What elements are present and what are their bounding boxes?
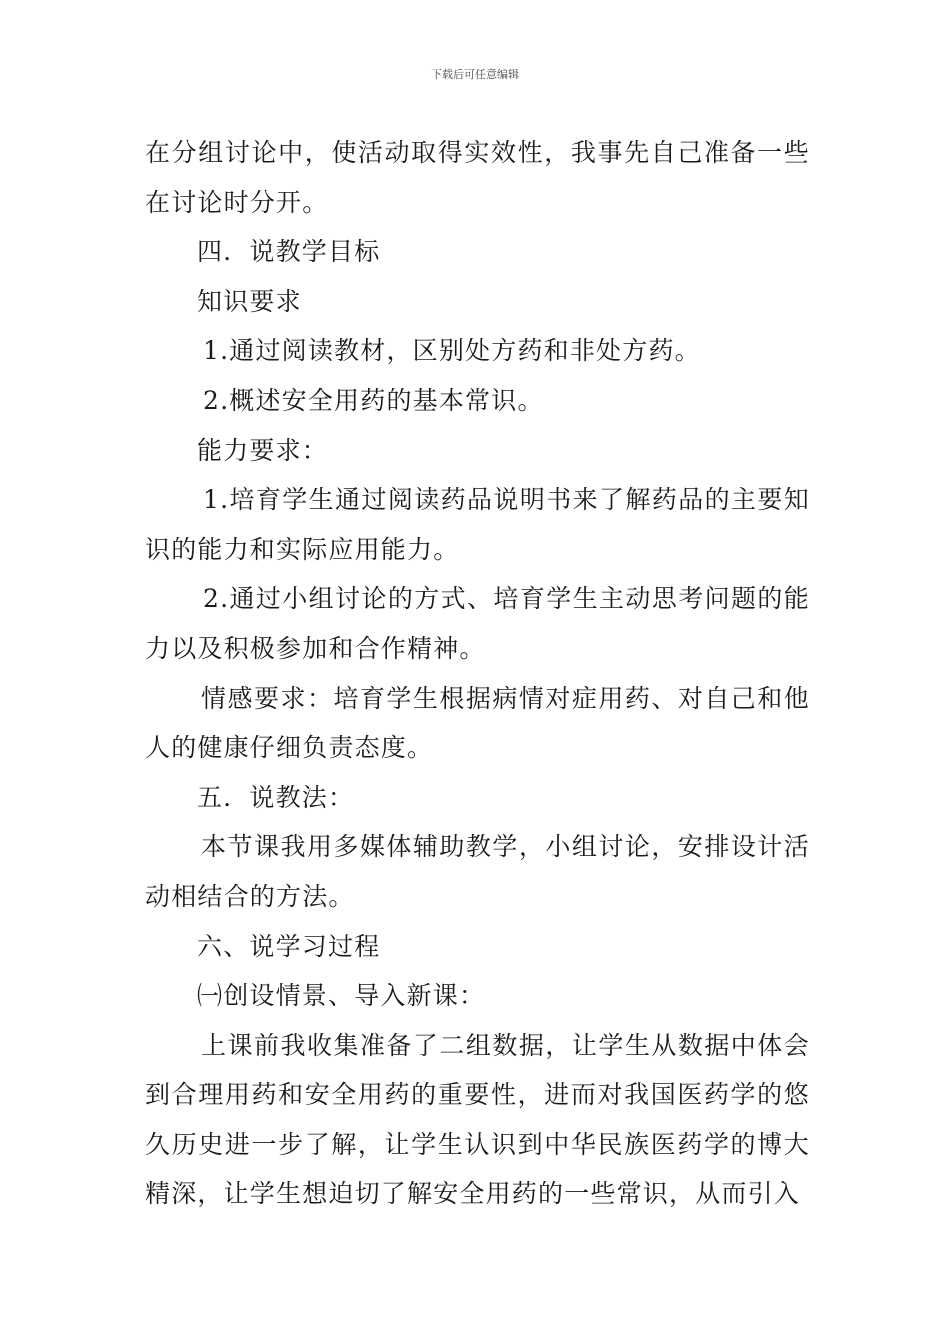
list-item-ability-1: 1.培育学生通过阅读药品说明书来了解药品的主要知识的能力和实际应用能力。 bbox=[145, 485, 810, 564]
paragraph-continuation: 在分组讨论中，使活动取得实效性，我事先自己准备一些在讨论时分开。 bbox=[145, 138, 810, 217]
document-body bbox=[145, 128, 810, 1219]
subheading-ability: 能力要求： bbox=[197, 435, 329, 465]
section-heading-teaching-method: 五．说教法： bbox=[197, 782, 355, 812]
paragraph-introduction: 上课前我收集准备了二组数据，让学生从数据中体会到合理用药和安全用药的重要性，进而对我国医药学的悠久历史进一步了解，让学生认识到中华民族医药学的博大精深，让学生想迫切了解安全用药的一些常识，从而引入 bbox=[145, 1030, 810, 1209]
subheading-introduction: ㈠创设情景、导入新课： bbox=[197, 981, 486, 1011]
list-item-knowledge-1: 1.通过阅读教材，区别处方药和非处方药。 bbox=[203, 336, 701, 366]
list-item-ability-2: 2.通过小组讨论的方式、培育学生主动思考问题的能力以及积极参加和合作精神。 bbox=[145, 584, 810, 663]
paragraph-emotion: 情感要求：培育学生根据病情对症用药、对自己和他人的健康仔细负责态度。 bbox=[145, 683, 810, 763]
section-heading-teaching-goals: 四．说教学目标 bbox=[197, 237, 381, 267]
subheading-knowledge: 知识要求 bbox=[197, 286, 302, 316]
page-header-note: 下载后可任意编辑 bbox=[431, 68, 519, 81]
paragraph-teaching-method: 本节课我用多媒体辅助教学，小组讨论，安排设计活动相结合的方法。 bbox=[145, 832, 810, 911]
section-heading-learning-process: 六、说学习过程 bbox=[197, 931, 381, 961]
list-item-knowledge-2: 2.概述安全用药的基本常识。 bbox=[203, 385, 544, 415]
